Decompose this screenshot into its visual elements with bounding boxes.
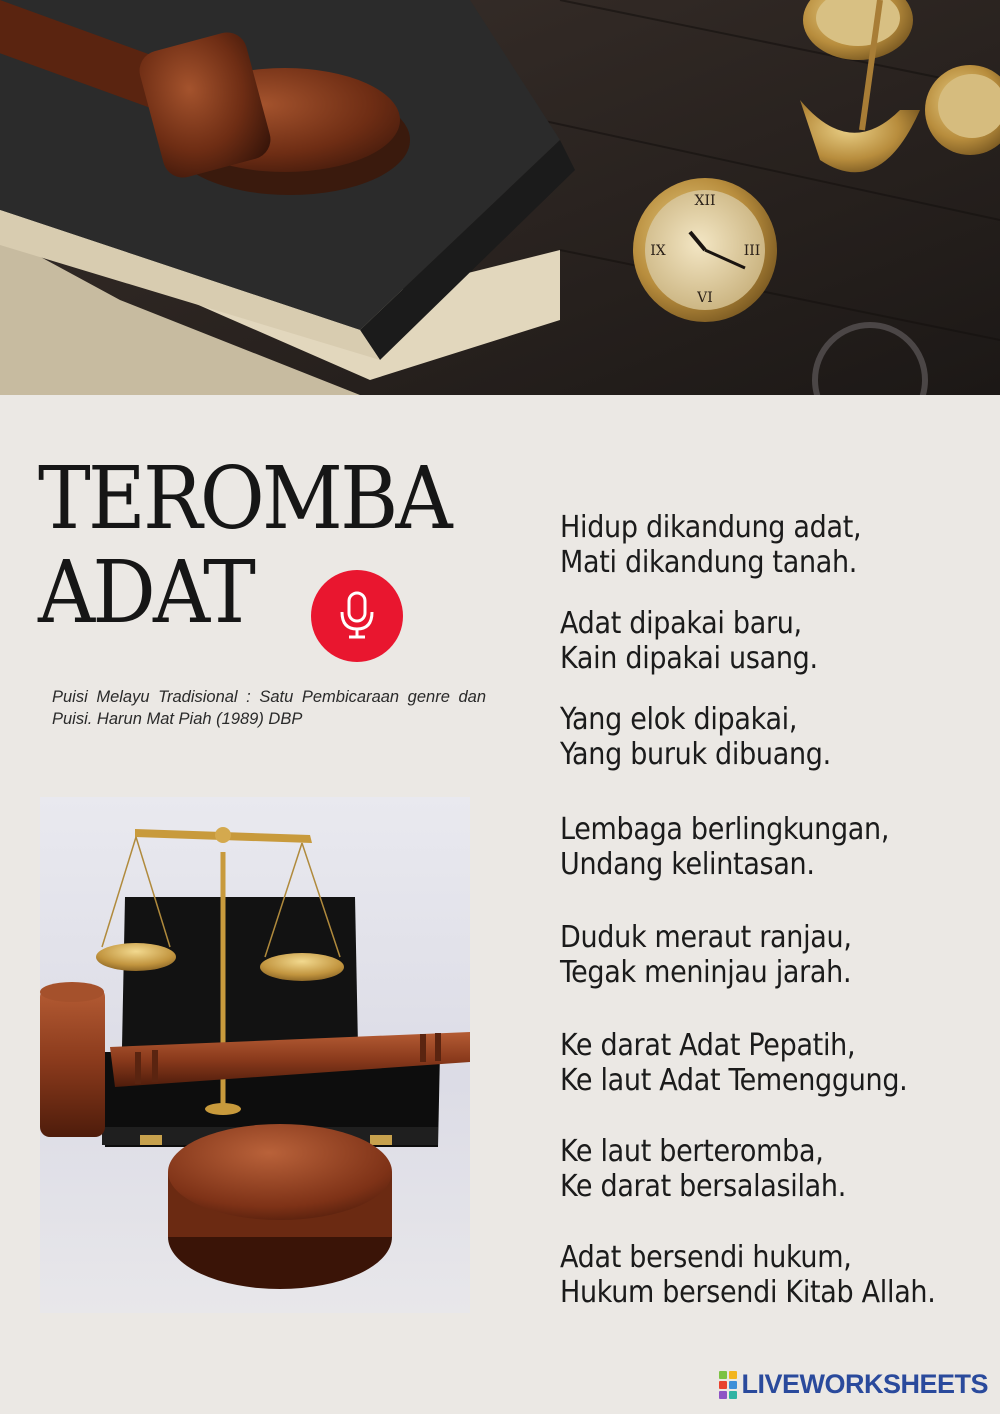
svg-text:IX: IX bbox=[650, 243, 666, 259]
svg-text:III: III bbox=[743, 243, 761, 259]
poem-line: Ke laut Adat Temenggung. bbox=[560, 1063, 908, 1098]
poem-stanza-4 bbox=[560, 812, 889, 882]
poem-stanza-8 bbox=[560, 1240, 936, 1310]
audio-record-button[interactable] bbox=[311, 570, 403, 662]
poem-stanza-3 bbox=[560, 702, 831, 772]
poem-line: Lembaga berlingkungan, bbox=[560, 812, 890, 847]
poem-stanza-2 bbox=[560, 606, 818, 676]
poem-line: Duduk meraut ranjau, bbox=[560, 920, 852, 955]
poem-line: Ke darat Adat Pepatih, bbox=[560, 1028, 856, 1063]
poem-line: Adat dipakai baru, bbox=[560, 606, 802, 641]
poem-line: Ke darat bersalasilah. bbox=[560, 1169, 846, 1204]
poem-line: Mati dikandung tanah. bbox=[560, 545, 858, 580]
svg-text:VI: VI bbox=[697, 290, 713, 306]
poem-line: Hukum bersendi Kitab Allah. bbox=[560, 1275, 936, 1310]
poem-stanza-6 bbox=[560, 1028, 907, 1098]
liveworksheets-mark-icon bbox=[719, 1371, 737, 1399]
liveworksheets-logo[interactable] bbox=[719, 1369, 988, 1400]
title-line-1: TEROMBA bbox=[38, 449, 450, 549]
poem-line: Undang kelintasan. bbox=[560, 847, 815, 882]
poem-line: Yang buruk dibuang. bbox=[560, 737, 831, 772]
source-citation: Puisi Melayu Tradisional : Satu Pembicaraan genre dan Puisi. Harun Mat Piah (1989) DBP bbox=[52, 688, 486, 728]
poem-line: Yang elok dipakai, bbox=[560, 702, 798, 737]
poem-line: Kain dipakai usang. bbox=[560, 641, 818, 676]
svg-text:XII: XII bbox=[694, 193, 716, 209]
hero-illustration bbox=[0, 0, 1000, 395]
poem-line: Hidup dikandung adat, bbox=[560, 510, 862, 545]
poem-stanza-1 bbox=[560, 510, 861, 580]
poem-line: Tegak meninjau jarah. bbox=[560, 955, 852, 990]
poem-stanza-7 bbox=[560, 1134, 846, 1204]
hero-photo bbox=[0, 0, 1000, 395]
poem-line: Adat bersendi hukum, bbox=[560, 1240, 852, 1275]
brand-name: LIVEWORKSHEETS bbox=[741, 1369, 988, 1399]
gavel-scales-illustration bbox=[40, 797, 470, 1313]
gavel-scales-photo bbox=[40, 797, 470, 1313]
poem-stanza-5 bbox=[560, 920, 852, 990]
title-line-2: ADAT bbox=[38, 543, 254, 643]
microphone-icon bbox=[337, 590, 377, 642]
poem-line: Ke laut berteromba, bbox=[560, 1134, 824, 1169]
